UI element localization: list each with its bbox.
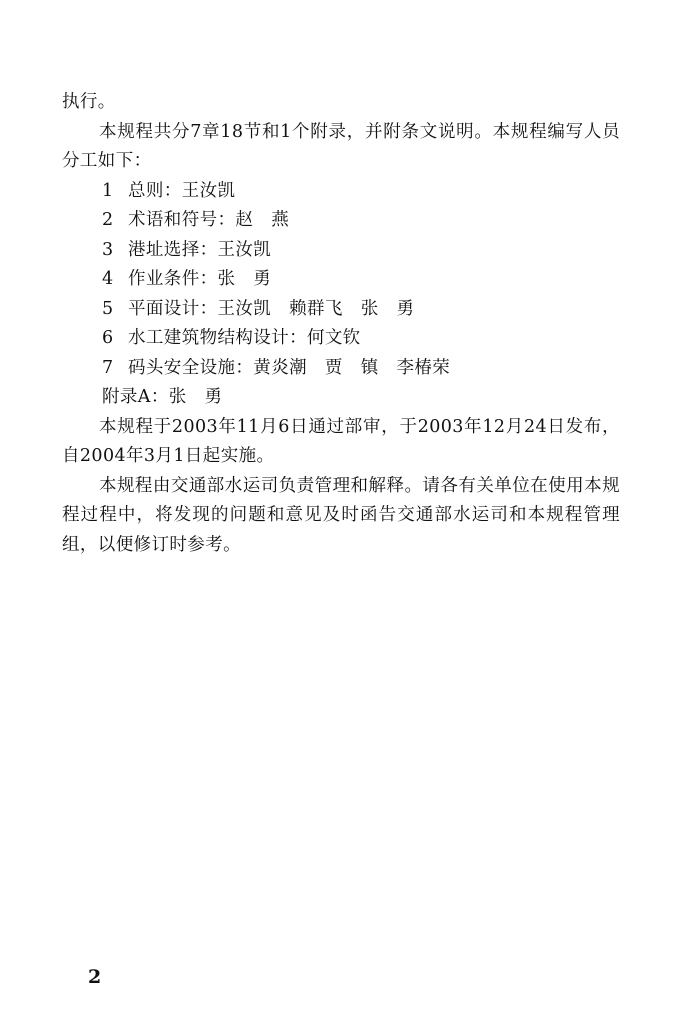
- author-item-1: [62, 177, 620, 207]
- intro-paragraph: 本规程共分7章18节和1个附录，并附条文说明。本规程编写人员分工如下：: [62, 121, 620, 171]
- dates-paragraph: 本规程于2003年11月6日通过部审，于2003年12月24日发布，自2004年3月1日起实施。: [62, 416, 620, 466]
- author-item-7: [62, 354, 620, 384]
- author-item-number: 2: [102, 210, 114, 230]
- management-paragraph: 本规程由交通部水运司负责管理和解释。请各有关单位在使用本规程过程中，将发现的问题和意见及时函告交通部水运司和本规程管理组，以便修订时参考。: [62, 475, 620, 555]
- author-item-number: 7: [102, 357, 114, 378]
- author-item-2: [62, 206, 620, 236]
- continued-line: 执行。: [62, 92, 116, 112]
- body-text: [62, 88, 620, 560]
- page-number: 2: [88, 966, 102, 988]
- appendix-author: 附录A：张 勇: [102, 387, 223, 407]
- author-item-text: 平面设计：王汝凯 赖群飞 张 勇: [128, 298, 415, 319]
- author-item-text: 作业条件：张 勇: [128, 269, 272, 289]
- author-item-text: 码头安全设施：黄炎潮 贾 镇 李椿荣: [128, 357, 451, 378]
- author-item-6: [62, 324, 620, 354]
- author-item-3: [62, 236, 620, 266]
- author-item-text: 术语和符号：赵 燕: [128, 210, 290, 230]
- author-item-text: 港址选择：王汝凯: [128, 239, 272, 260]
- author-item-number: 5: [102, 298, 114, 319]
- author-item-number: 4: [102, 269, 114, 289]
- author-item-number: 6: [102, 328, 114, 348]
- author-item-text: 水工建筑物结构设计：何文钦: [128, 328, 361, 348]
- author-item-number: 1: [102, 180, 114, 201]
- author-item-5: [62, 295, 620, 325]
- author-item-text: 总则：王汝凯: [128, 180, 236, 201]
- author-item-number: 3: [102, 239, 114, 260]
- author-item-4: [62, 265, 620, 295]
